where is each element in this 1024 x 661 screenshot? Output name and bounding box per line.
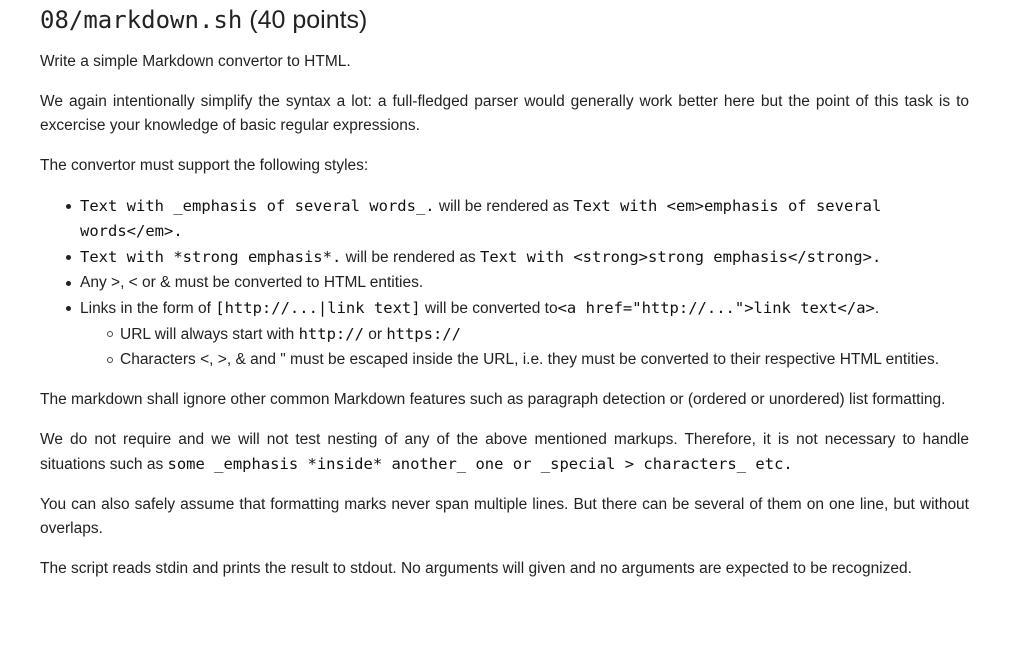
https-code: https:// [386, 325, 461, 343]
strong-input-code: Text with *strong emphasis*. [80, 248, 342, 266]
intro-paragraph: Write a simple Markdown convertor to HTML. [40, 53, 351, 70]
ignore-paragraph: The markdown shall ignore other common Markdown features such as paragraph detection or (ordered or unordered) list formatting. [40, 391, 946, 408]
title-points: (40 points) [249, 6, 368, 34]
list-item-strong [80, 245, 969, 270]
lines-paragraph: You can also safely assume that formatting marks never span multiple lines. But there can be several of them on one line, but without overlaps. [40, 496, 969, 537]
url-prefix-text-2: or [363, 326, 387, 343]
title-filename: 08/markdown.sh [40, 6, 243, 34]
nesting-paragraph [40, 428, 969, 477]
nesting-text: We do not require and we will not test nesting of any of the above mentioned markups. Therefore, it is not necessary to handle situations such as [40, 431, 969, 473]
links-text-2: will be converted to [420, 300, 558, 317]
styles-intro-paragraph: The convertor must support the following styles: [40, 157, 369, 174]
links-text-1: Links in the form of [80, 300, 216, 317]
list-item-links [80, 296, 969, 372]
sublist-item-url-prefix [120, 322, 969, 347]
links-output-code: <a href="http://...">link text</a> [557, 299, 875, 317]
list-item-emphasis [80, 194, 969, 244]
simplify-paragraph: We again intentionally simplify the syntax a lot: a full-fledged parser would generally work better here but the point of this task is to excercise your knowledge of basic regular expressions. [40, 93, 969, 134]
emphasis-input-code: Text with _emphasis of several words_. [80, 197, 435, 215]
strong-output-code: Text with <strong>strong emphasis</strong>. [480, 248, 882, 266]
url-prefix-text-1: URL will always start with [120, 326, 299, 343]
sublist-item-escaping: Characters <, >, & and " must be escaped inside the URL, i.e. they must be converted to their respective HTML entities. [120, 348, 969, 372]
styles-list [40, 194, 969, 372]
list-item-entities: Any >, < or & must be converted to HTML entities. [80, 271, 969, 295]
nesting-example-code: some _emphasis *inside* another_ one or _special > characters_ etc. [167, 455, 793, 473]
page-title [40, 0, 969, 39]
links-sublist [80, 322, 969, 372]
links-text-3: . [874, 300, 880, 317]
http-code: http:// [298, 325, 364, 343]
emphasis-text: will be rendered as [434, 198, 574, 215]
emphasis-output-code: Text with <em>emphasis of several words</em>. [80, 197, 882, 240]
strong-text: will be rendered as [341, 249, 481, 266]
stdin-paragraph: The script reads stdin and prints the result to stdout. No arguments will given and no arguments are expected to be recognized. [40, 560, 912, 577]
links-input-code: [http://...|link text] [215, 299, 421, 317]
